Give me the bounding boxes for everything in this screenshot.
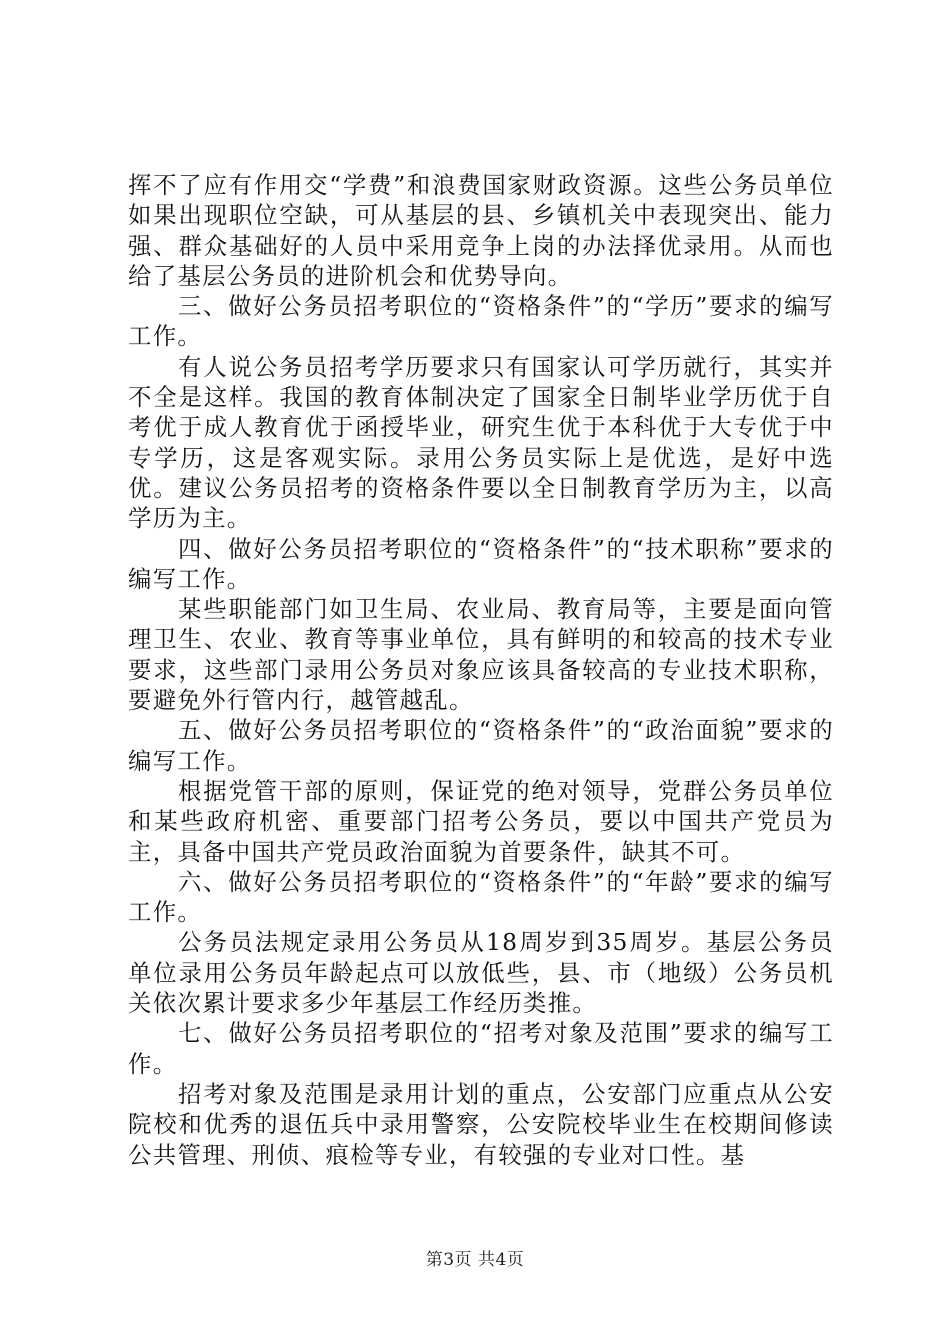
paragraph-education: 有人说公务员招考学历要求只有国家认可学历就行，其实并不全是这样。我国的教育体制决定了国家全日制毕业学历优于自考优于成人教育优于函授毕业，研究生优于本科优于大专优于中专学历，这是客观实际。录用公务员实际上是优选，是好中选优。建议公务员招考的资格条件要以全日制教育学历为主，以高学历为主。 [128,352,834,533]
section-heading-technical-title: 四、做好公务员招考职位的“资格条件”的“技术职称”要求的编写工作。 [128,534,834,593]
paragraph-technical-title: 某些职能部门如卫生局、农业局、教育局等，主要是面向管理卫生、农业、教育等事业单位，具有鲜明的和较高的技术专业要求，这些部门录用公务员对象应该具备较高的专业技术职称，要避免外行管内行，越管越乱。 [128,595,834,715]
paragraph-political-status: 根据党管干部的原则，保证党的绝对领导，党群公务员单位和某些政府机密、重要部门招考公务员，要以中国共产党员为主，具备中国共产党员政治面貌为首要条件，缺其不可。 [128,776,834,866]
paragraph-age: 公务员法规定录用公务员从18周岁到35周岁。基层公务员单位录用公务员年龄起点可以放低些，县、市（地级）公务员机关依次累计要求多少年基层工作经历类推。 [128,928,834,1018]
section-heading-political-status: 五、做好公务员招考职位的“资格条件”的“政治面貌”要求的编写工作。 [128,716,834,775]
section-heading-education: 三、做好公务员招考职位的“资格条件”的“学历”要求的编写工作。 [128,292,834,351]
section-heading-recruitment-scope: 七、做好公务员招考职位的“招考对象及范围”要求的编写工作。 [128,1019,834,1078]
paragraph-continuation: 挥不了应有作用交“学费”和浪费国家财政资源。这些公务员单位如果出现职位空缺，可从基层的县、乡镇机关中表现突出、能力强、群众基础好的人员中采用竞争上岗的办法择优录用。从而也给了基层公务员的进阶机会和优势导向。 [128,171,834,290]
page-number-footer: 第3页 共4页 [425,1250,525,1270]
document-body [128,170,834,1170]
paragraph-recruitment-scope: 招考对象及范围是录用计划的重点，公安部门应重点从公安院校和优秀的退伍兵中录用警察，公安院校毕业生在校期间修读公共管理、刑侦、痕检等专业，有较强的专业对口性。基 [128,1079,834,1169]
section-heading-age: 六、做好公务员招考职位的“资格条件”的“年龄”要求的编写工作。 [128,867,834,927]
